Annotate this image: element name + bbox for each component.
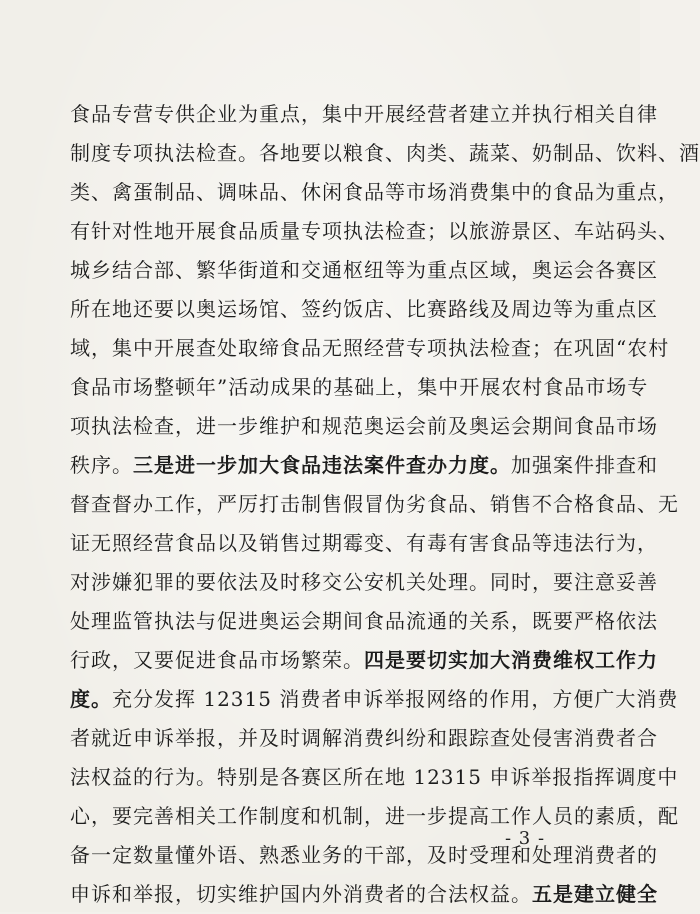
page-number: - 3 - bbox=[505, 828, 546, 849]
text-line: 域，集中开展查处取缔食品无照经营专项执法检查；在巩固“农村 bbox=[70, 336, 670, 360]
text-line: 食品市场整顿年”活动成果的基础上，集中开展农村食品市场专 bbox=[70, 375, 649, 399]
text-line: 处理监管执法与促进奥运会期间食品流通的关系，既要严格依法 bbox=[70, 609, 658, 633]
text-segment: 秩序。 bbox=[70, 453, 133, 477]
text-line: 法权益的行为。特别是各赛区所在地 12315 申诉举报指挥调度中 bbox=[70, 765, 679, 789]
text-line: 证无照经营食品以及销售过期霉变、有毒有害食品等违法行为， bbox=[70, 531, 658, 555]
text-segment: 申诉和举报，切实维护国内外消费者的合法权益。 bbox=[70, 882, 532, 906]
document-body bbox=[70, 95, 700, 914]
bold-heading-segment: 度。 bbox=[70, 687, 112, 711]
bold-heading-segment: 三是进一步加大食品违法案件查办力度。 bbox=[133, 453, 511, 477]
text-line: 类、禽蛋制品、调味品、休闲食品等市场消费集中的食品为重点， bbox=[70, 180, 679, 204]
text-line: 项执法检查，进一步维护和规范奥运会前及奥运会期间食品市场 bbox=[70, 414, 658, 438]
text-line bbox=[70, 641, 658, 680]
text-line: 所在地还要以奥运场馆、签约饭店、比赛路线及周边等为重点区 bbox=[70, 297, 658, 321]
text-line bbox=[70, 875, 658, 914]
text-line: 督查督办工作，严厉打击制售假冒伪劣食品、销售不合格食品、无 bbox=[70, 492, 679, 516]
bold-heading-segment: 四是要切实加大消费维权工作力 bbox=[364, 648, 658, 672]
text-segment: 行政，又要促进食品市场繁荣。 bbox=[70, 648, 364, 672]
text-line: 对涉嫌犯罪的要依法及时移交公安机关处理。同时，要注意妥善 bbox=[70, 570, 658, 594]
text-line: 心，要完善相关工作制度和机制，进一步提高工作人员的素质，配 bbox=[70, 804, 679, 828]
text-line: 食品专营专供企业为重点，集中开展经营者建立并执行相关自律 bbox=[70, 102, 658, 126]
text-segment: 加强案件排查和 bbox=[511, 453, 658, 477]
text-line: 备一定数量懂外语、熟悉业务的干部，及时受理和处理消费者的 bbox=[70, 843, 658, 867]
bold-heading-segment: 五是建立健全 bbox=[532, 882, 658, 906]
text-line bbox=[70, 680, 679, 719]
text-line: 者就近申诉举报，并及时调解消费纠纷和跟踪查处侵害消费者合 bbox=[70, 726, 658, 750]
text-line: 有针对性地开展食品质量专项执法检查；以旅游景区、车站码头、 bbox=[70, 219, 679, 243]
text-line bbox=[70, 446, 658, 485]
text-segment: 充分发挥 12315 消费者申诉举报网络的作用，方便广大消费 bbox=[112, 687, 679, 711]
text-line: 城乡结合部、繁华街道和交通枢纽等为重点区域，奥运会各赛区 bbox=[70, 258, 658, 282]
text-line: 制度专项执法检查。各地要以粮食、肉类、蔬菜、奶制品、饮料、酒 bbox=[70, 141, 700, 165]
